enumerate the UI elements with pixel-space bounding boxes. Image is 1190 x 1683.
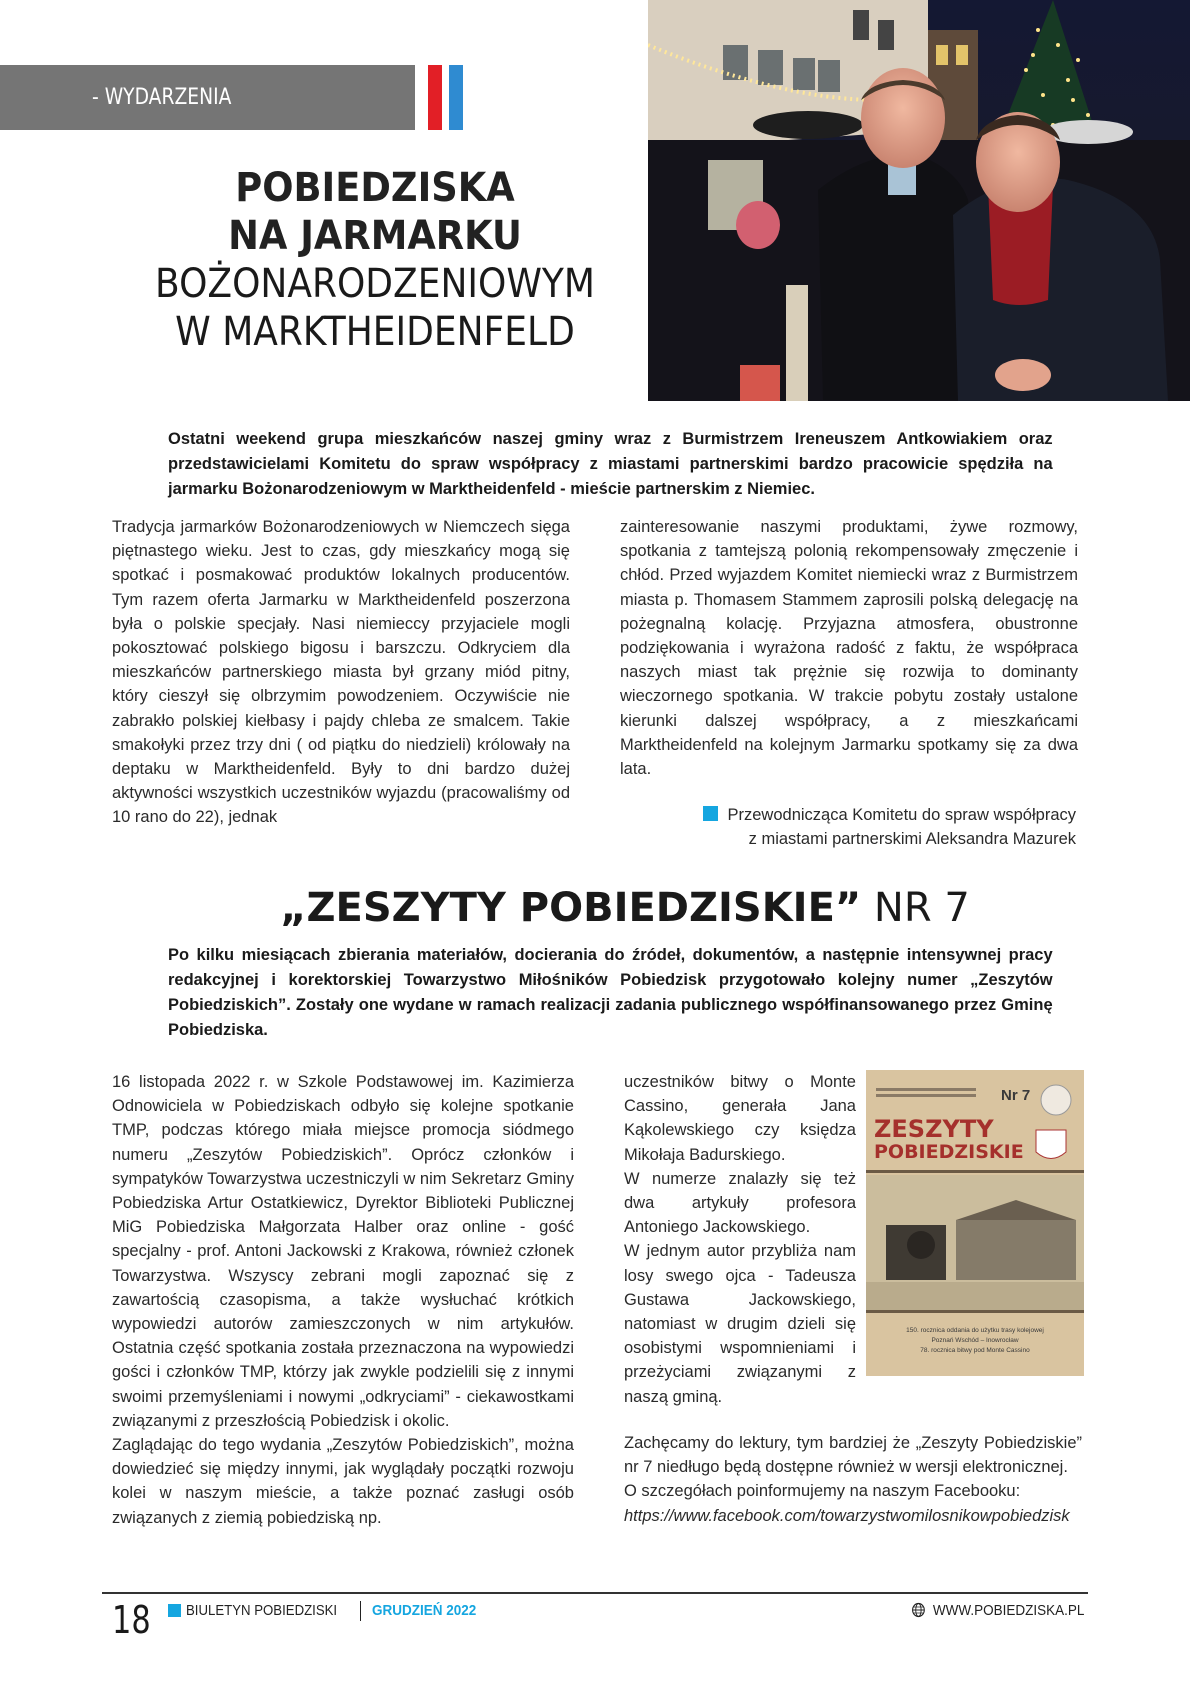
article1-column-1: Tradycja jarmarków Bożonarodzeniowych w Niemczech sięga piętnastego wieku. Jest to czas, gdy mieszkańcy mogą się spotkać i posmakować produktów lokalnych producentów. Tym razem oferta Jarmarku w Marktheidenfeld poszerzona była o polskie specjały. Nasi niemieccy przyjaciele mogli pokosztować polskiego bigosu i barszczu. Odkryciem dla mieszkańców partnerskiego miasta był grzany miód pitny, który cieszył się olbrzymim powodzeniem. Oczywiście nie zabrakło polskiej kiełbasy i pajdy chleba ze smalcem. Takie smakołyki przez trzy dni ( od piątku do niedzieli) królowały na deptaku w Marktheidenfeld. Były to dni bardzo dużej aktywności wszystkich uczestników wyjazdu (pracowaliśmy od 10 rano do 22), jednak (112, 518, 570, 827)
title-line: NA JARMARKU (228, 213, 522, 259)
paragraph: Zaglądając do tego wydania „Zeszytów Pobiedziskich”, można dowiedzieć się między innymi, jak wyglądały początki rozwoju kolei w naszym mieście, a także poznać zasługi osób związanych z ziemią pobiedziską np. (112, 1436, 574, 1527)
publication-name: BIULETYN POBIEDZISKI (186, 1602, 338, 1619)
signature-line-1: Przewodnicząca Komitetu do spraw współpracy (727, 806, 1076, 824)
title-line: W MARKTHEIDENFELD (175, 309, 575, 355)
article2-column-2-narrow (624, 1070, 856, 1409)
article2-title (160, 885, 1090, 931)
photo-illustration (648, 0, 1190, 401)
article2-column-2-wide (624, 1431, 1082, 1528)
page-number: 18 (112, 1598, 151, 1642)
article1-column-2: zainteresowanie naszymi produktami, żywe rozmowy, spotkania z tamtejszą polonią rekompensowały zmęczenie i chłód. Przed wyjazdem Komitet niemiecki wraz z Burmistrzem miasta p. Thomasem Stammem zaprosili polską delegację na pożegnalną kolację. Przyjazna atmosfera, obustronne podziękowania i wyrażona radość z faktu, że współpraca naszych miast tak prężnie się rozwija to dominanty wieczornego spotkania. W trakcie pobytu zostały ustalone kierunki dalszej współpracy, a z mieszkańcami Marktheidenfeld na kolejnym Jarmarku spotkamy się za dwa lata. (620, 518, 1078, 779)
article2-column-1 (112, 1070, 574, 1530)
svg-text:78. rocznica bitwy pod Monte C: 78. rocznica bitwy pod Monte Cassino (920, 1347, 1030, 1354)
article1-signature (646, 803, 1076, 851)
section-header-bar (0, 65, 415, 130)
cover-illustration (866, 1070, 1084, 1376)
christmas-market-photo (648, 0, 1190, 401)
svg-text:150. rocznica oddania do użytk: 150. rocznica oddania do użytku trasy kolejowej (906, 1327, 1044, 1334)
red-stripe-decoration (428, 65, 442, 130)
signature-line-2: z miastami partnerskimi Aleksandra Mazurek (748, 830, 1076, 848)
footer-separator (360, 1601, 361, 1621)
website-link[interactable] (911, 1602, 1084, 1619)
magazine-cover-image (866, 1070, 1084, 1376)
blue-stripe-decoration (449, 65, 463, 130)
paragraph: 16 listopada 2022 r. w Szkole Podstawowej im. Kazimierza Odnowiciela w Pobiedziskach odbyło się kolejne spotkanie TMP, podczas którego miała miejsce promocja siódmego numeru „Zeszytów Pobiedziskich”. Oprócz członków i sympatyków Towarzystwa uczestniczyli w nim Sekretarz Gminy Pobiedziska Artur Ostatkiewicz, Dyrektor Biblioteki Publicznej MiG Pobiedziska Małgorzata Halber oraz online - gość specjalny - prof. Antoni Jackowski z Krakowa, również członek Towarzystwa. Wszyscy zebrani mogli zapoznać się z zawartością czasopisma, a także wysłuchać krótkich wypowiedzi autorów zamieszczonych w nim artykułów. Ostatnia część spotkania została przeznaczona na wypowiedzi gości i członków TMP, którzy jak zwykle podzielili się z innymi swoimi przemyśleniami i nowymi „odkryciami” - ciekawostkami związanymi z przeszłością Pobiedzisk i okolic. (112, 1073, 574, 1430)
facebook-link[interactable]: https://www.facebook.com/towarzystwomilosnikowpobiedzisk (624, 1506, 1070, 1525)
title-bold-part: „ZESZYTY POBIEDZISKIE” (280, 885, 862, 931)
section-label: - WYDARZENIA (92, 85, 232, 110)
page-footer (102, 1598, 1088, 1642)
issue-date: GRUDZIEŃ 2022 (372, 1602, 477, 1619)
website-url: WWW.POBIEDZISKA.PL (932, 1602, 1084, 1619)
paragraph: Zachęcamy do lektury, tym bardziej że „Zeszyty Pobiedziskie” nr 7 niedługo będą dostępne również w wersji elektronicznej. (624, 1434, 1082, 1477)
title-line: POBIEDZISKA (235, 165, 515, 211)
paragraph: O szczegółach poinformujemy na naszym Facebooku: (624, 1482, 1021, 1501)
article2-lead: Po kilku miesiącach zbierania materiałów, docierania do źródeł, dokumentów, a następnie intensywnej pracy redakcyjnej i korektorskiej Towarzystwo Miłośników Pobiedzisk przygotowało kolejny numer „Zeszytów Pobiedziskich”. Zostały one wydane w ramach realizacji zadania publicznego współfinansowanego przez Gminę Pobiedziska. (168, 945, 1053, 1039)
paragraph: W numerze znalazły się też dwa artykuły profesora Antoniego Jackowskiego. (624, 1169, 856, 1237)
globe-icon (911, 1602, 925, 1618)
square-bullet-icon (168, 1604, 181, 1617)
paragraph: W jednym autor przybliża nam losy swego ojca - Tadeusza Gustawa Jackowskiego, natomiast w drugim dzieli się osobistymi wspomnieniami i przeżyciami związanymi z naszą gminą. (624, 1242, 856, 1406)
article1-title (110, 165, 640, 355)
footer-divider (102, 1592, 1088, 1594)
svg-text:POBIEDZISKIE: POBIEDZISKIE (874, 1141, 1024, 1163)
svg-text:Nr 7: Nr 7 (1001, 1087, 1031, 1104)
bullet-square-icon (703, 806, 718, 821)
svg-text:ZESZYTY: ZESZYTY (874, 1115, 994, 1143)
paragraph: uczestników bitwy o Monte Cassino, generała Jana Kąkolewskiego czy księdza Mikołaja Badurskiego. (624, 1073, 856, 1164)
title-line: BOŻONARODZENIOWYM (155, 261, 595, 307)
article1-lead: Ostatni weekend grupa mieszkańców naszej gminy wraz z Burmistrzem Ireneuszem Antkowiakiem oraz przedstawicielami Komitetu do spraw współpracy z miastami partnerskimi bardzo pracowicie spędziła na jarmarku Bożonarodzeniowym w Marktheidenfeld - mieście partnerskim z Niemiec. (168, 429, 1053, 498)
title-light-part: NR 7 (861, 885, 970, 931)
svg-text:Poznań Wschód – Inowrocław: Poznań Wschód – Inowrocław (931, 1337, 1019, 1344)
